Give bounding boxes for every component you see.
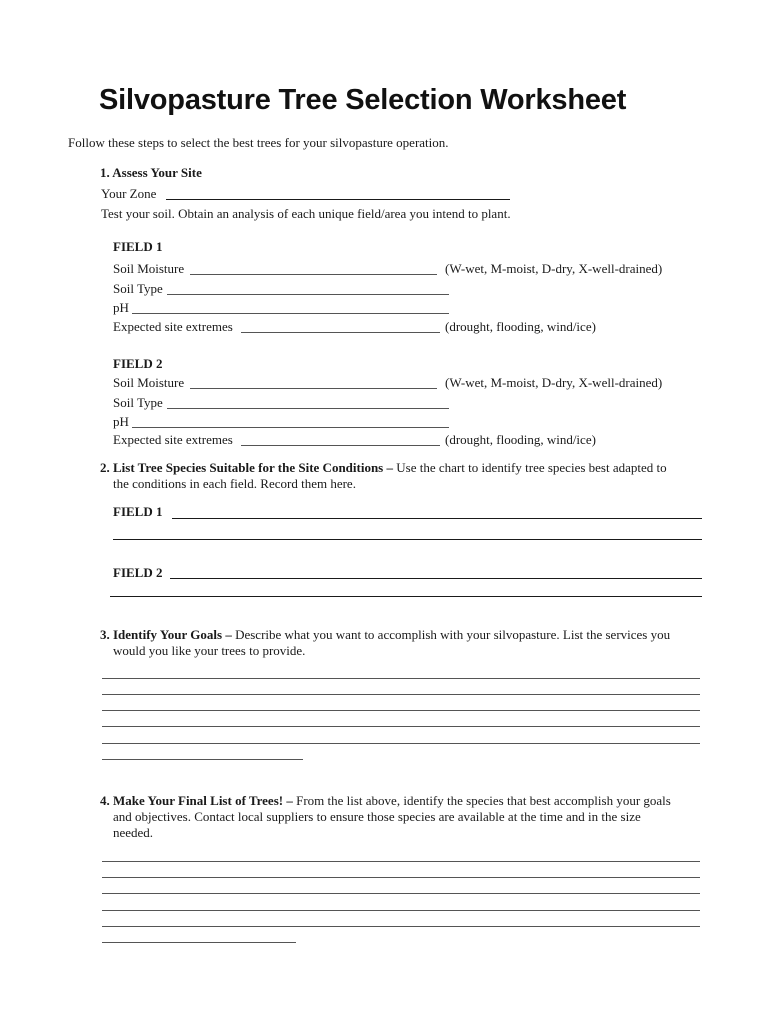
step2-line1: [100, 460, 667, 476]
step3-line1: [100, 627, 670, 643]
step4-answer-line[interactable]: [102, 893, 700, 894]
step4-answer-line[interactable]: [102, 910, 700, 911]
step4-answer-line[interactable]: [102, 926, 700, 927]
step3-heading: 3. Identify Your Goals –: [100, 627, 232, 642]
soil-instruction: Test your soil. Obtain an analysis of each unique field/area you intend to plant.: [101, 206, 511, 221]
step3-answer-line[interactable]: [102, 678, 700, 679]
field2-ph-label: pH: [113, 414, 129, 429]
zone-label: Your Zone: [101, 186, 157, 201]
step3-text-line2: would you like your trees to provide.: [113, 643, 306, 658]
field1-extremes-hint: (drought, flooding, wind/ice): [445, 319, 596, 334]
step3-answer-line[interactable]: [102, 743, 700, 744]
field1-ph-label: pH: [113, 300, 129, 315]
field1-extremes-input-line[interactable]: [241, 332, 440, 333]
zone-input-line[interactable]: [166, 199, 510, 200]
field1-extremes-label: Expected site extremes: [113, 319, 233, 334]
step4-text-line1: From the list above, identify the species that best accomplish your goals: [296, 793, 671, 808]
step4-answer-line[interactable]: [102, 861, 700, 862]
step4-answer-line[interactable]: [102, 877, 700, 878]
step2-field2-input-line2[interactable]: [110, 596, 702, 597]
field1-moisture-input-line[interactable]: [190, 274, 437, 275]
page-title: Silvopasture Tree Selection Worksheet: [99, 84, 627, 116]
step2-text-line1: Use the chart to identify tree species best adapted to: [396, 460, 667, 475]
step1-heading: 1. Assess Your Site: [100, 165, 202, 180]
field2-type-input-line[interactable]: [167, 408, 449, 409]
step3-answer-line[interactable]: [102, 710, 700, 711]
field2-label: FIELD 2: [113, 356, 163, 371]
field1-ph-input-line[interactable]: [132, 313, 449, 314]
step4-text-line2: and objectives. Contact local suppliers to ensure those species are available at the time and in the size: [113, 809, 641, 824]
step4-heading: 4. Make Your Final List of Trees! –: [100, 793, 293, 808]
step4-line1: [100, 793, 671, 809]
field2-ph-input-line[interactable]: [132, 427, 449, 428]
field2-moisture-hint: (W-wet, M-moist, D-dry, X-well-drained): [445, 375, 663, 390]
step3-answer-line[interactable]: [102, 726, 700, 727]
field1-moisture-label: Soil Moisture: [113, 261, 185, 276]
step2-field1-input-line2[interactable]: [113, 539, 702, 540]
step2-field2-label: FIELD 2: [113, 565, 163, 580]
step3-answer-line-short[interactable]: [102, 759, 303, 760]
step2-heading: 2. List Tree Species Suitable for the Site Conditions –: [100, 460, 393, 475]
field2-moisture-input-line[interactable]: [190, 388, 437, 389]
step4-answer-line-short[interactable]: [102, 942, 296, 943]
field2-type-label: Soil Type: [113, 395, 163, 410]
step2-field2-input-line[interactable]: [170, 578, 702, 579]
field2-extremes-input-line[interactable]: [241, 445, 440, 446]
step2-field1-input-line[interactable]: [172, 518, 702, 519]
step3-text-line1: Describe what you want to accomplish with your silvopasture. List the services you: [235, 627, 671, 642]
intro-text: Follow these steps to select the best trees for your silvopasture operation.: [68, 135, 449, 150]
field1-type-input-line[interactable]: [167, 294, 449, 295]
step2-field1-label: FIELD 1: [113, 504, 163, 519]
field1-label: FIELD 1: [113, 239, 163, 254]
field1-moisture-hint: (W-wet, M-moist, D-dry, X-well-drained): [445, 261, 663, 276]
field2-moisture-label: Soil Moisture: [113, 375, 185, 390]
field2-extremes-label: Expected site extremes: [113, 432, 233, 447]
field1-type-label: Soil Type: [113, 281, 163, 296]
step2-text-line2: the conditions in each field. Record them here.: [113, 476, 356, 491]
field2-extremes-hint: (drought, flooding, wind/ice): [445, 432, 596, 447]
step3-answer-line[interactable]: [102, 694, 700, 695]
step4-text-line3: needed.: [113, 825, 154, 840]
